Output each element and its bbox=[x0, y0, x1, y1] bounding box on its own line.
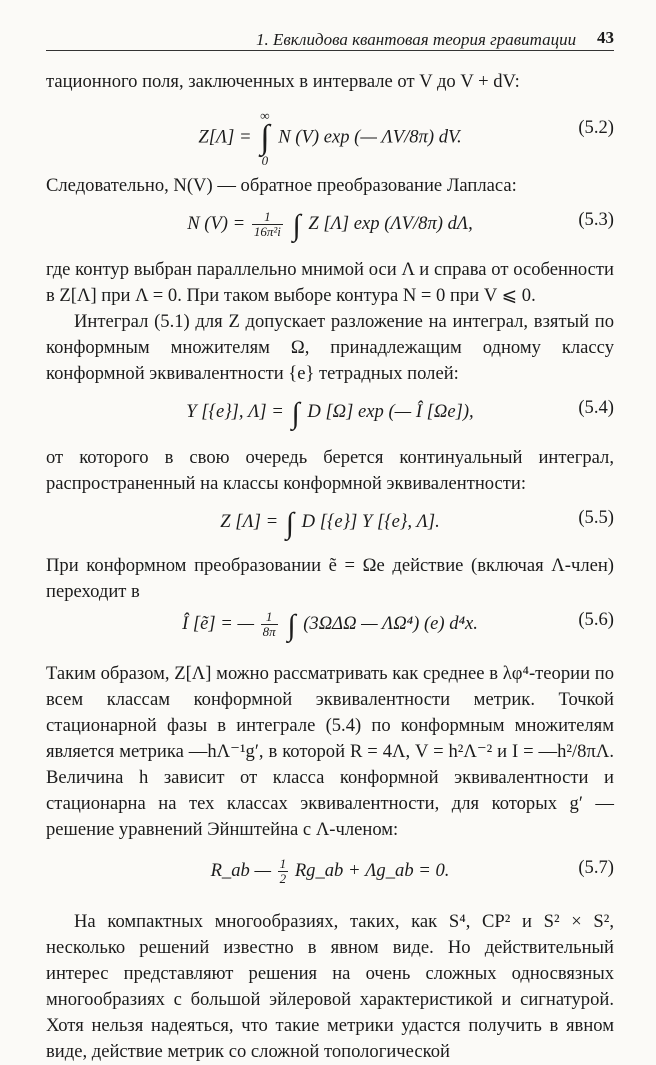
running-title: 1. Евклидова квантовая теория гравитации bbox=[256, 30, 577, 49]
eq55-number: (5.5) bbox=[578, 507, 614, 528]
eq54-number: (5.4) bbox=[578, 397, 614, 418]
eq56-rhs: (3ΩΔΩ — ΛΩ⁴) (e) d⁴x. bbox=[303, 613, 478, 634]
paragraph-4: Интеграл (5.1) для Z допускает разложение на интеграл, взятый по конформным множителям Ω, принадлежащим одному классу конформной эквивалентности {e} тетрадных полей: bbox=[46, 311, 614, 384]
integral-sign: ∫ bbox=[291, 397, 300, 430]
paragraph-1: тационного поля, заключенных в интервале от V до V + dV: bbox=[46, 71, 520, 92]
paragraph-3: где контур выбран параллельно мнимой оси Λ и справа от особенности в Z[Λ] при Λ = 0. При таком выборе контура N = 0 при V ⩽ 0. bbox=[46, 259, 614, 306]
eq55-lhs: Z [Λ] = bbox=[220, 511, 279, 532]
eq56-lhs: Î [ẽ] = — bbox=[182, 613, 255, 634]
equation-5-5 bbox=[46, 497, 614, 547]
equation-5-2 bbox=[46, 95, 614, 168]
integral-sign: ∫ bbox=[292, 209, 301, 242]
eq54-lhs: Y [{e}], Λ] = bbox=[186, 401, 284, 422]
equation-5-4 bbox=[46, 387, 614, 439]
eq55-rhs: D [{e}] Y [{e}, Λ]. bbox=[301, 511, 440, 532]
eq52-upper-limit: ∞ bbox=[260, 108, 270, 123]
eq57-rhs: Rg_ab + Λg_ab = 0. bbox=[294, 859, 450, 881]
page-number: 43 bbox=[597, 28, 614, 47]
eq57-number: (5.7) bbox=[578, 857, 614, 878]
eq57-denominator: 2 bbox=[279, 871, 287, 886]
integral-sign: ∫ bbox=[260, 119, 270, 156]
page bbox=[46, 28, 614, 1065]
integral-sign: ∫ bbox=[285, 507, 294, 540]
eq53-lhs: N (V) = bbox=[187, 213, 246, 234]
eq52-lhs: Z[Λ] = bbox=[198, 126, 252, 148]
paragraph-6: При конформном преобразовании ẽ = Ωe действие (включая Λ-член) переходит в bbox=[46, 555, 614, 602]
paragraph-5: от которого в свою очередь берется континуальный интеграл, распространенный на классы конформной эквивалентности: bbox=[46, 447, 614, 494]
eq54-rhs: D [Ω] exp (— Î [Ωe]), bbox=[307, 401, 474, 422]
eq53-denominator: 16π²i bbox=[253, 224, 281, 240]
eq56-numerator: 1 bbox=[261, 610, 278, 625]
eq52-integral bbox=[260, 109, 269, 167]
eq53-fraction bbox=[252, 210, 283, 239]
eq57-fraction bbox=[278, 857, 289, 886]
equation-5-3 bbox=[46, 199, 614, 251]
eq52-number: (5.2) bbox=[578, 117, 614, 138]
integral-sign: ∫ bbox=[287, 609, 296, 642]
equation-5-6 bbox=[46, 605, 614, 655]
eq57-numerator: 1 bbox=[279, 856, 287, 871]
eq52-lower-limit: 0 bbox=[261, 153, 269, 168]
eq57-lhs: R_ab — bbox=[210, 859, 271, 881]
paragraph-2: Следовательно, N(V) — обратное преобразование Лапласа: bbox=[46, 175, 517, 196]
eq56-fraction bbox=[261, 610, 278, 639]
paragraph-8: На компактных многообразиях, таких, как S⁴, CP² и S² × S², несколько решений известно в явном виде. Но действительный интерес представляют решения на очень сложных односвязных многообразиях с большой эйлеровой характеристикой и сигнатурой. Хотя нельзя надеяться, что такие метрики удастся получить в явном виде, действие метрик со сложной топологической bbox=[46, 911, 614, 1062]
equation-5-7 bbox=[46, 843, 614, 899]
eq56-number: (5.6) bbox=[578, 609, 614, 630]
eq56-denominator: 8π bbox=[262, 624, 276, 640]
eq52-rhs: N (V) exp (— ΛV/8π) dV. bbox=[278, 126, 462, 148]
paragraph-7: Таким образом, Z[Λ] можно рассматривать как среднее в λφ⁴-теории по всем классам конформной эквивалентности метрик. Точкой стационарной фазы в интеграле (5.4) по конформным множителям является метрика —hΛ⁻¹g′, в которой R = 4Λ, V = h²Λ⁻² и I = —h²/8πΛ. Величина h зависит от класса конформной эквивалентности и стационарна на тех классах эквивалентности, для которых g′ — решение уравнений Эйнштейна с Λ-членом: bbox=[46, 663, 614, 840]
running-header bbox=[46, 28, 614, 51]
eq53-number: (5.3) bbox=[578, 209, 614, 230]
eq53-numerator: 1 bbox=[252, 210, 283, 225]
eq53-rhs: Z [Λ] exp (ΛV/8π) dΛ, bbox=[308, 213, 473, 234]
